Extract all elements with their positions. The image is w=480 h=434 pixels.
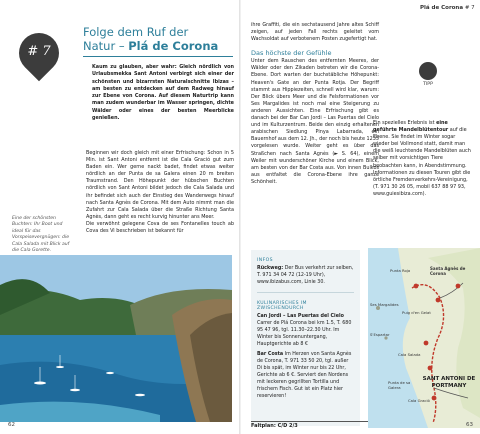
eat-1-name: Can Jordi – Las Puertas del Cielo [257,314,344,319]
map-label-puig: Puig d'en Gelat [402,310,431,315]
map-label-espart: S'Espartar [370,332,390,337]
map-label-sant-antoni: SANT ANTONI DE PORTMANY [422,376,476,389]
title-line-1: Folge dem Ruf der [83,25,189,39]
page-number-right: 63 [466,422,473,428]
eat-entry-1 [257,313,354,348]
map-label-cala-salada: Cala Salada [398,352,421,357]
chapter-number: # 7 [27,44,51,59]
info-divider [257,292,354,293]
map-label-point: Punta Roja [390,268,411,273]
photo-caption: Eine der schönsten Buchten: Ihr Boot und ideal für das Vorspeisevergnügen: die Cala Salada mit Blick auf die Cala Gorette. [12,216,70,254]
header-place: Plá de Corona [420,5,464,11]
eat-1-text: Carrer de Plá Corona bei km 1.5, T. 680 95 47 96, tgl. 11.30–22.30 Uhr. Im Winter bis Sonnenuntergang, Hauptgerichte ab 8 € [257,321,352,347]
info-label: Rückweg: [257,266,284,271]
tip-lead: Ein spezielles Erlebnis ist [373,120,435,126]
body-text-left [86,150,234,235]
bay-photo [0,255,232,422]
running-header [420,5,475,11]
main-paragraph: Unter dem Rauschen des entfernten Meeres, der Wälder oder den Zikaden betreten wir die Corona-Ebene. Dort warten der buchstäbliche Höhepunkt: Heaven's Gate an der Punta Rotja. Der Begriff stammt aus Hippiezeiten, schnell wird klar, warum: Der Blick übers Meer und die Felsformationen vor Ses Margalides ist noch mal eine Steigerung zu anderen Aussichten. Eine Erfrischung gibt es danach bei der Bar Can Jordi – Las Puertas del Cielo und im Kulturzentrum. Beide den einzig erhaltenen arabischen Siedlung Pinya Labarrada, ein Bauernhof aus dem 12. Jh., der noch bis heute 1235 vorgelesen wurde. Weiter geht es über das Straßchen nach Santa Agnès (► S. 64), einem Weiler mit wunderschöner Kirche und einem Blick, am besten von der Bar Costa aus. Von innen Bulkos aus entfaltet die Corona-Ebene ihre ganze Schönheit. [251,58,379,185]
eat-2-text: Im Herzen von Santa Agnès de Corona, T. 971 33 50 20, tgl. außer Di bis spät, im Winter nur bis 22 Uhr, Gerichte ab 6 €. Serviert den Nordens mit leckeren gegrillten Tortilla und frischem Fisch. Gut ist ein Platz hier reservieren! [257,352,352,399]
eat-heading: KULINARISCHES IM ZWISCHENDURCH [257,301,307,311]
map-label-santa-agnes: Santa Agnès de Corona [430,266,466,276]
header-number: # 7 [464,5,475,11]
info-text [257,265,354,286]
intro-paragraph: Kaum zu glauben, aber wahr: Gleich nördlich von Urlaubsmekka Sant Antoni verbirgt sich einer der schönsten und bizarrsten Naturalschnitte Ibizas – am besten zu entdecken auf dem Radweg hinauf zur Ebene von Corona. Auf diesem Naturtrip kann man zudem wunderbar im Wasser springen, dichte Wälder oder eines der besten Meerblicke genießen. [92,64,234,122]
faltplan-label: Faltplan: [251,423,276,429]
map-label-gracio: Cala Gració [408,398,430,403]
info-content: Der Bus verkehrt zur selben, T. 971 34 04 72 (12-19 Uhr), www.ibizabus.com, Linie 30. [257,266,354,285]
page-number-left: 62 [8,422,15,428]
eat-2-name: Bar Costa [257,352,284,357]
info-box [251,250,360,426]
tip-sidebar [373,120,473,198]
title-line-2 [83,40,233,54]
tip-rest: auf die Ebene. Sie findet im Winter sogar wieder bei Vollmond statt, damit man die weiß leuchtende Mandelblüten auch selber mit vorsichtigen Tiere beobachten kann, in Abendstimmung. Informationen zu diesen Touren gibt die örtliche Fremdenverkehrs-Vereinigung, (T. 971 30 26 05, mobil 637 88 97 93, www.guiesibiza.com). [373,127,471,197]
map-label-marg: Ses Margalides [370,302,399,307]
continued-paragraph: ihre Graffiti, die ein sechstausend Jahre altes Schiff zeigen, auf jeden Fall rechts geleitet vom Wachsoldat auf verbotenem Posten zugefertigt hat. [251,22,379,43]
body-paragraph-2: Die verwöhnt gelegene Cova de ses Fontanelles touch ab Cova des Vi beschrieben ist bekannt für [86,220,234,235]
subheading: Das höchste der Gefühle [251,49,332,58]
body-paragraph: Beginnen wir doch gleich mit einer Erfrischung: Schon in 5 Min. ist Sant Antoni entfernt ist die Cala Gració gut zum Baden ein. Wer gerne nackt badet, findet etwas weiter nördlich an der Punta de sa Galera einen 20 m breiten Traumstrand. Den Höhepunkt der hübschen Buchten nördlich von Sant Antoni bildet jedoch die Cala Salada und ihr befindet sich auch der Einstieg des Wanderwegs hinauf nach Santa Agnès de Corona. Mit dem Auto nimmt man die Zufahrt zur Cala Salada über die Straße Richtung Santa Agnès, dann geht es recht kurvig hinunter ans Meer. [86,150,234,220]
area-map [368,248,480,428]
title-prefix: Natur – [83,38,129,53]
info-heading: INFOS [257,258,273,263]
faltplan-value: C/D 2/3 [277,423,298,429]
title-divider [83,56,233,57]
tip-strong: eine geführte Mandelblütentour [373,120,449,134]
eat-entry-2 [257,351,354,400]
page-title [83,26,233,53]
map-label-galera: Punta de sa Galera [388,380,411,390]
tip-icon [419,62,437,80]
faltplan-reference [251,421,369,429]
tip-label: TIPP [423,82,433,87]
right-text-column [251,22,379,186]
title-place: Plá de Corona [128,38,219,53]
